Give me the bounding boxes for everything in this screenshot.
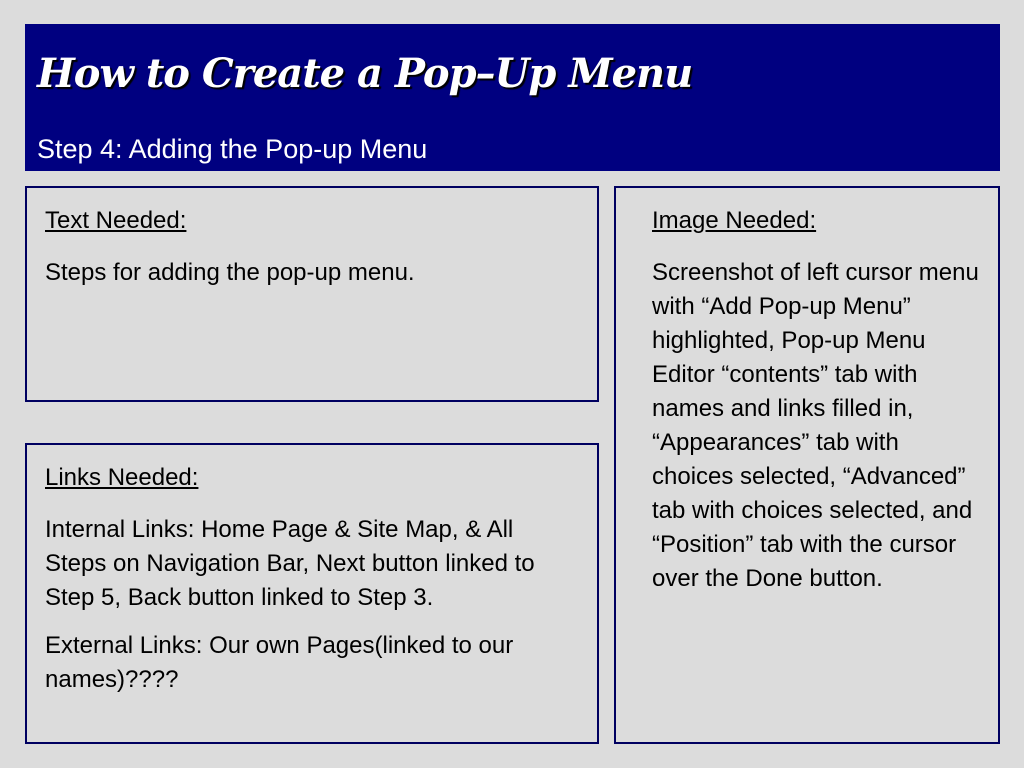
image-needed-heading: Image Needed: — [652, 207, 817, 234]
text-needed-body: Steps for adding the pop-up menu. — [45, 259, 415, 286]
slide-title: How to Create a Pop–Up Menu — [37, 50, 693, 97]
external-links-text: External Links: Our own Pages(linked to our names)???? — [45, 632, 514, 693]
internal-links-text: Internal Links: Home Page & Site Map, & All Steps on Navigation Bar, Next button linked to Step 5, Back button linked to Step 3. — [45, 516, 535, 611]
slide-subtitle: Step 4: Adding the Pop-up Menu — [37, 134, 428, 164]
image-needed-panel — [614, 186, 1000, 744]
text-needed-panel — [25, 186, 599, 402]
slide-header — [25, 24, 1000, 171]
links-needed-heading: Links Needed: — [45, 464, 199, 491]
text-needed-heading: Text Needed: — [45, 207, 187, 234]
links-needed-panel — [25, 443, 599, 744]
image-needed-body: Screenshot of left cursor menu with “Add Pop-up Menu” highlighted, Pop-up Menu Editor “contents” tab with names and links filled in, “Appearances” tab with choices selected, “Advanced” tab with choices selected, and “Position” tab with the cursor over the Done button. — [652, 259, 979, 592]
